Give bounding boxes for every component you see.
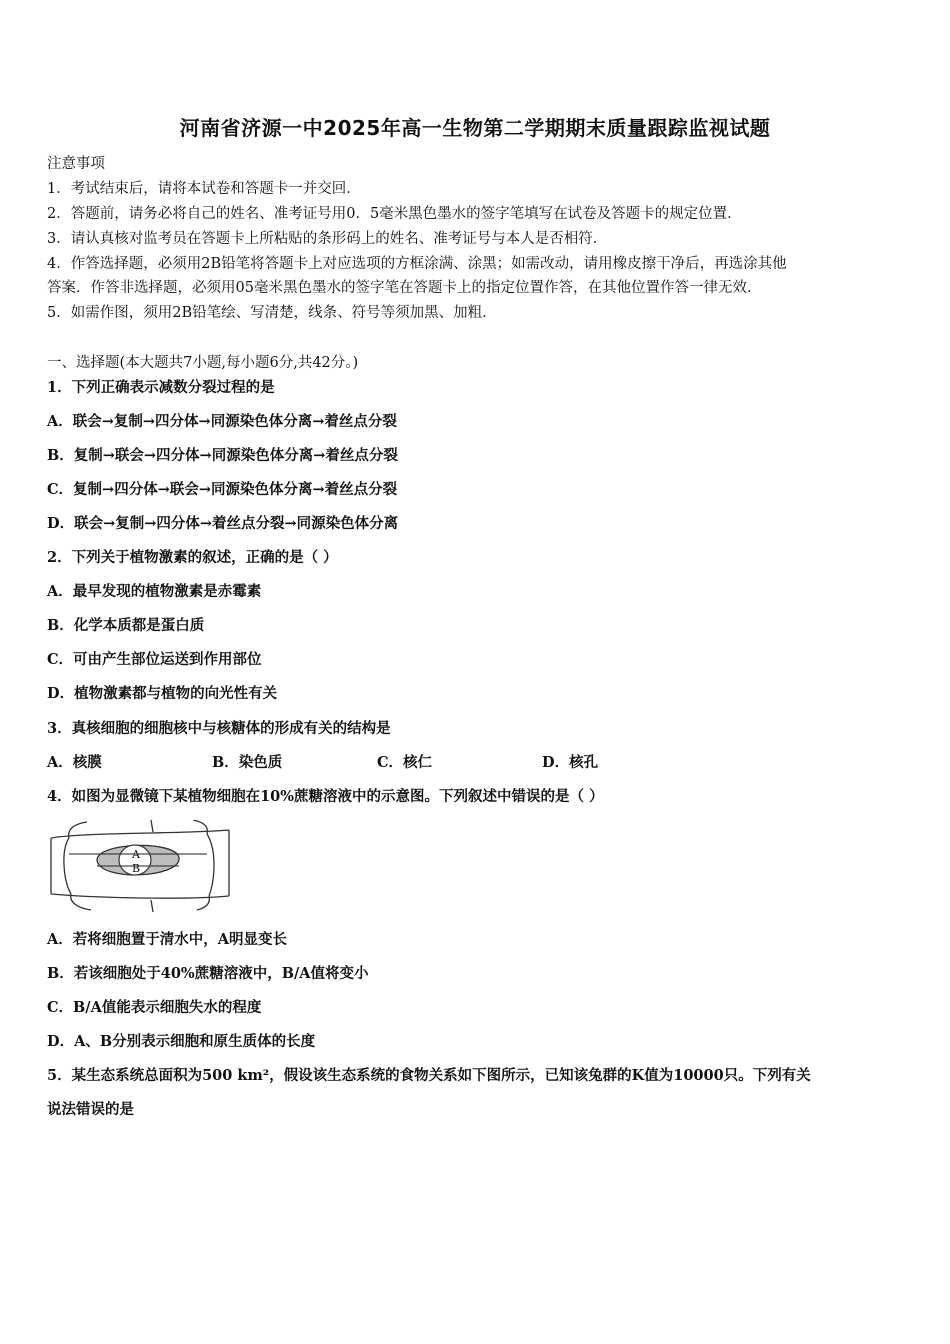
question-3-stem: 3．真核细胞的细胞核中与核糖体的形成有关的结构是 bbox=[47, 720, 391, 737]
notice-item: 2．答题前，请务必将自己的姓名、准考证号用0．5毫米黑色墨水的签字笔填写在试卷及答题卡的规定位置． bbox=[47, 206, 742, 222]
question-4-option-d: D．A、B分别表示细胞和原生质体的长度 bbox=[47, 1033, 316, 1050]
question-4-option-c: C．B/A值能表示细胞失水的程度 bbox=[47, 999, 262, 1016]
section-heading: 一、选择题(本大题共7小题,每小题6分,共42分。) bbox=[47, 355, 359, 371]
page-title: 河南省济源一中2025年高一生物第二学期期末质量跟踪监视试题 bbox=[179, 116, 771, 140]
question-2-stem: 2．下列关于植物激素的叙述，正确的是（ ） bbox=[47, 549, 338, 566]
notice-item: 3．请认真核对监考员在答题卡上所粘贴的条形码上的姓名、准考证号与本人是否相符． bbox=[47, 231, 608, 247]
notice-item: 4．作答选择题，必须用2B铅笔将答题卡上对应选项的方框涂满、涂黑；如需改动，请用橡皮擦干净后，再选涂其他 bbox=[47, 256, 787, 272]
notice-heading: 注意事项 bbox=[47, 156, 105, 172]
question-2-option-d: D．植物激素都与植物的向光性有关 bbox=[47, 685, 278, 702]
question-1-option-a: A．联会→复制→四分体→同源染色体分离→着丝点分裂 bbox=[47, 413, 397, 430]
question-4-stem: 4．如图为显微镜下某植物细胞在10%蔗糖溶液中的示意图。下列叙述中错误的是（ ） bbox=[47, 788, 604, 805]
question-2-option-b: B．化学本质都是蛋白质 bbox=[47, 617, 205, 634]
question-4-option-a: A．若将细胞置于清水中，A明显变长 bbox=[47, 931, 287, 948]
question-2-option-a: A．最早发现的植物激素是赤霉素 bbox=[47, 583, 262, 600]
question-5-stem: 5．某生态系统总面积为500 km²，假设该生态系统的食物关系如下图所示，已知该兔群的K值为10000只。下列有关 bbox=[47, 1067, 811, 1084]
question-2-option-c: C．可由产生部位运送到作用部位 bbox=[47, 651, 262, 668]
notice-item: 1．考试结束后，请将本试卷和答题卡一并交回． bbox=[47, 181, 361, 197]
notice-item: 答案．作答非选择题，必须用05毫米黑色墨水的签字笔在答题卡上的指定位置作答，在其他位置作答一律无效． bbox=[47, 280, 762, 296]
question-1-option-c: C．复制→四分体→联会→同源染色体分离→着丝点分裂 bbox=[47, 481, 398, 498]
label-b: B bbox=[132, 862, 141, 875]
question-3-option-b: B．染色质 bbox=[212, 754, 283, 771]
question-3-option-d: D．核孔 bbox=[542, 754, 599, 771]
question-1-option-b: B．复制→联会→四分体→同源染色体分离→着丝点分裂 bbox=[47, 447, 398, 464]
question-4-option-b: B．若该细胞处于40%蔗糖溶液中，B/A值将变小 bbox=[47, 965, 369, 982]
question-3-option-a: A．核膜 bbox=[47, 754, 102, 771]
question-3-option-c: C．核仁 bbox=[377, 754, 433, 771]
question-1-stem: 1．下列正确表示减数分裂过程的是 bbox=[47, 379, 275, 396]
question-5-stem-cont: 说法错误的是 bbox=[47, 1101, 134, 1118]
plant-cell-diagram bbox=[47, 820, 232, 912]
label-a: A bbox=[132, 848, 140, 861]
notice-item: 5．如需作图，须用2B铅笔绘、写清楚，线条、符号等须加黑、加粗． bbox=[47, 305, 497, 321]
question-1-option-d: D．联会→复制→四分体→着丝点分裂→同源染色体分离 bbox=[47, 515, 399, 532]
